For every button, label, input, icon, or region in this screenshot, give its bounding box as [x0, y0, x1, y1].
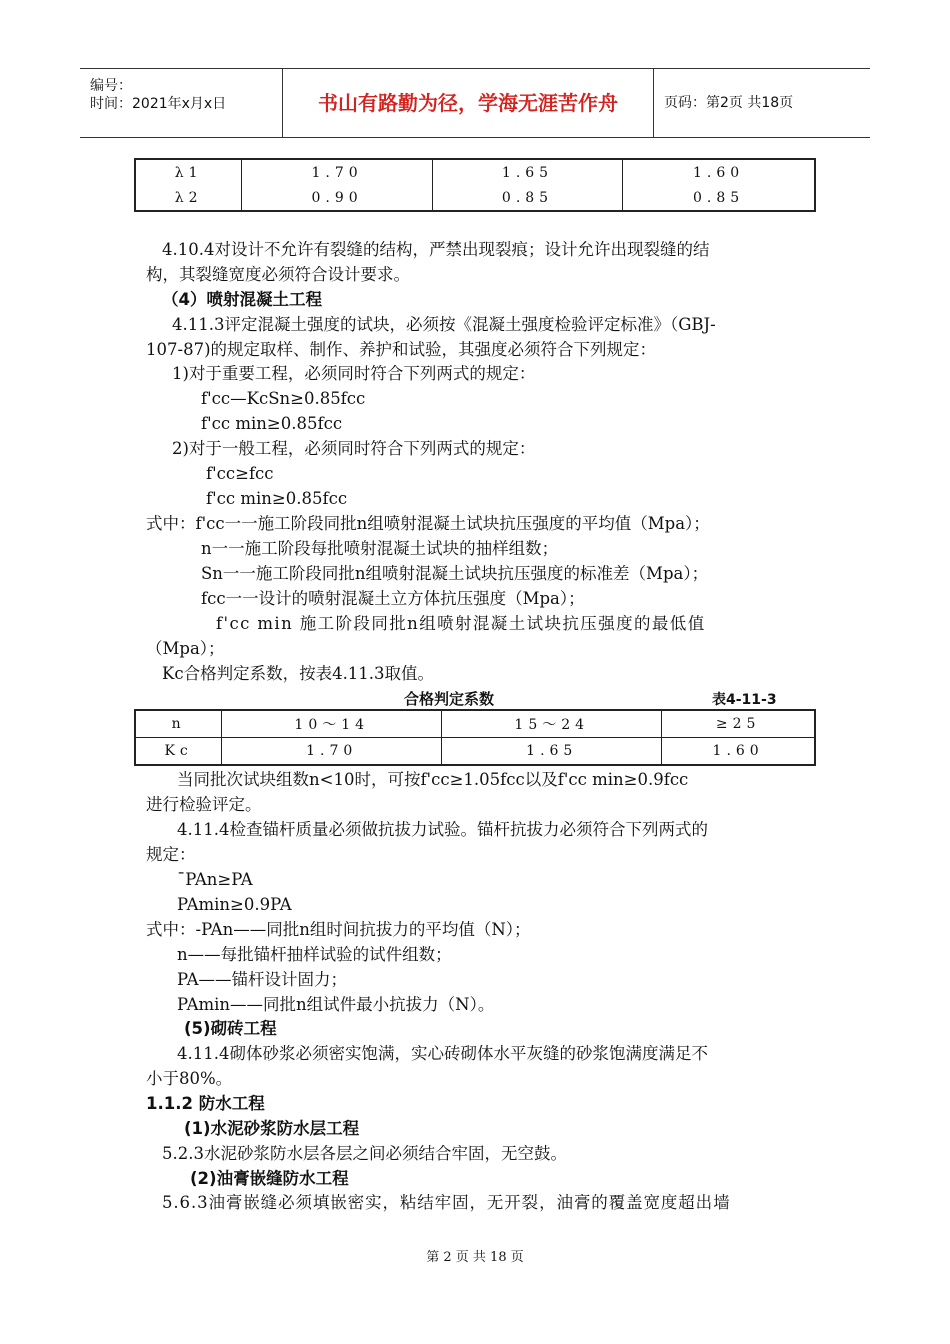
header-time: 时间：2021年x月x日 [90, 96, 227, 112]
paragraph-line: 规定： [146, 845, 196, 864]
formula-line: PAmin≥0.9PA [177, 895, 292, 914]
paragraph-line: 4.10.4对设计不允许有裂缝的结构，严禁出现裂痕；设计允许出现裂缝的结 [162, 240, 710, 259]
paragraph-line: 4.11.4砌体砂浆必须密实饱满，实心砖砌体水平灰缝的砂浆饱满度满足不 [177, 1044, 708, 1063]
paragraph-line: PA——锚杆设计固力； [177, 970, 348, 989]
table-cell: 1.70 [242, 159, 432, 185]
table-cell: 1.65 [432, 159, 622, 185]
paragraph-line: n一一施工阶段每批喷射混凝土试块的抽样组数； [201, 539, 559, 558]
paragraph-line: Kc合格判定系数，按表4.11.3取值。 [162, 664, 435, 683]
paragraph-line: 式中：f'cc一一施工阶段同批n组喷射混凝土试块抗压强度的平均值（Mpa）； [146, 514, 710, 533]
table-row [135, 185, 815, 211]
table-cell: Kc [135, 738, 222, 766]
paragraph-line: 107-87)的规定取样、制作、养护和试验，其强度必须符合下列规定： [146, 340, 657, 359]
header-meta [80, 69, 283, 137]
table-cell: 1.65 [442, 738, 662, 766]
table-row [135, 710, 815, 738]
section-heading: (5)砌砖工程 [184, 1019, 277, 1038]
paragraph-line: 1)对于重要工程，必须同时符合下列两式的规定： [172, 364, 536, 383]
section-heading: （4）喷射混凝土工程 [162, 290, 322, 309]
paragraph-line: 5.6.3油膏嵌缝必须填嵌密实，粘结牢固，无开裂，油膏的覆盖宽度超出墙 [162, 1193, 731, 1212]
page-footer: 第 2 页 共 18 页 [426, 1250, 524, 1265]
paragraph-line: n——每批锚杆抽样试验的试件组数； [177, 945, 452, 964]
coefficient-table-lambda [134, 158, 816, 212]
paragraph-line: Sn一一施工阶段同批n组喷射混凝土试块抗压强度的标准差（Mpa）； [201, 564, 709, 583]
table-cell: λ1 [135, 159, 242, 185]
table-number: 表4-11-3 [712, 692, 777, 708]
section-heading: (1)水泥砂浆防水层工程 [184, 1119, 360, 1138]
formula-line: f'cc min≥0.85fcc [201, 414, 343, 433]
table-cell: 15～24 [442, 710, 662, 738]
table-cell: λ2 [135, 185, 242, 211]
table-cell: n [135, 710, 222, 738]
table-cell: 1.60 [662, 738, 815, 766]
table-row [135, 159, 815, 185]
acceptance-coefficient-table [134, 709, 816, 766]
paragraph-line: 式中：-PAn——同批n组时间抗拔力的平均值（N）； [146, 920, 531, 939]
table-caption: 合格判定系数 [404, 690, 495, 708]
table-row [135, 738, 815, 766]
paragraph-line: 进行检验评定。 [146, 795, 262, 814]
section-heading: 1.1.2 防水工程 [146, 1094, 265, 1113]
paragraph-line: PAmin——同批n组试件最小抗拔力（N）。 [177, 995, 495, 1014]
header-page-info: 页码：第2页 共18页 [664, 95, 794, 111]
paragraph-line: （Mpa）； [146, 639, 225, 658]
formula-line: ¯PAn≥PA [177, 870, 253, 889]
paragraph-line: fcc一一设计的喷射混凝土立方体抗压强度（Mpa）； [201, 589, 585, 608]
page-header [80, 68, 870, 138]
table-cell: 0.90 [242, 185, 432, 211]
table-cell: 1.70 [222, 738, 442, 766]
section-heading: (2)油膏嵌缝防水工程 [190, 1169, 349, 1188]
paragraph-line: 当同批次试块组数n<10时，可按f'cc≥1.05fcc以及f'cc min≥0.9fcc [177, 770, 689, 789]
paragraph-line: f'cc min 施工阶段同批n组喷射混凝土试块抗压强度的最低值 [216, 614, 706, 633]
table-cell: 0.85 [623, 185, 815, 211]
formula-line: f'cc—KcSn≥0.85fcc [201, 389, 366, 408]
table-cell: ≥25 [662, 710, 815, 738]
paragraph-line: 2)对于一般工程，必须同时符合下列两式的规定： [172, 439, 536, 458]
table-cell: 0.85 [432, 185, 622, 211]
formula-line: f'cc min≥0.85fcc [206, 489, 348, 508]
paragraph-line: 4.11.3评定混凝土强度的试块，必须按《混凝土强度检验评定标准》（GBJ- [172, 315, 716, 334]
formula-line: f'cc≥fcc [206, 464, 274, 483]
paragraph-line: 小于80%。 [146, 1069, 233, 1088]
paragraph-line: 4.11.4检查锚杆质量必须做抗拔力试验。锚杆抗拔力必须符合下列两式的 [177, 820, 708, 839]
table-cell: 10～14 [222, 710, 442, 738]
header-number: 编号： [90, 78, 132, 94]
paragraph-line: 构，其裂缝宽度必须符合设计要求。 [146, 265, 410, 284]
paragraph-line: 5.2.3水泥砂浆防水层各层之间必须结合牢固，无空鼓。 [162, 1144, 567, 1163]
table-cell: 1.60 [623, 159, 815, 185]
header-motto: 书山有路勤为径，学海无涯苦作舟 [283, 69, 654, 137]
